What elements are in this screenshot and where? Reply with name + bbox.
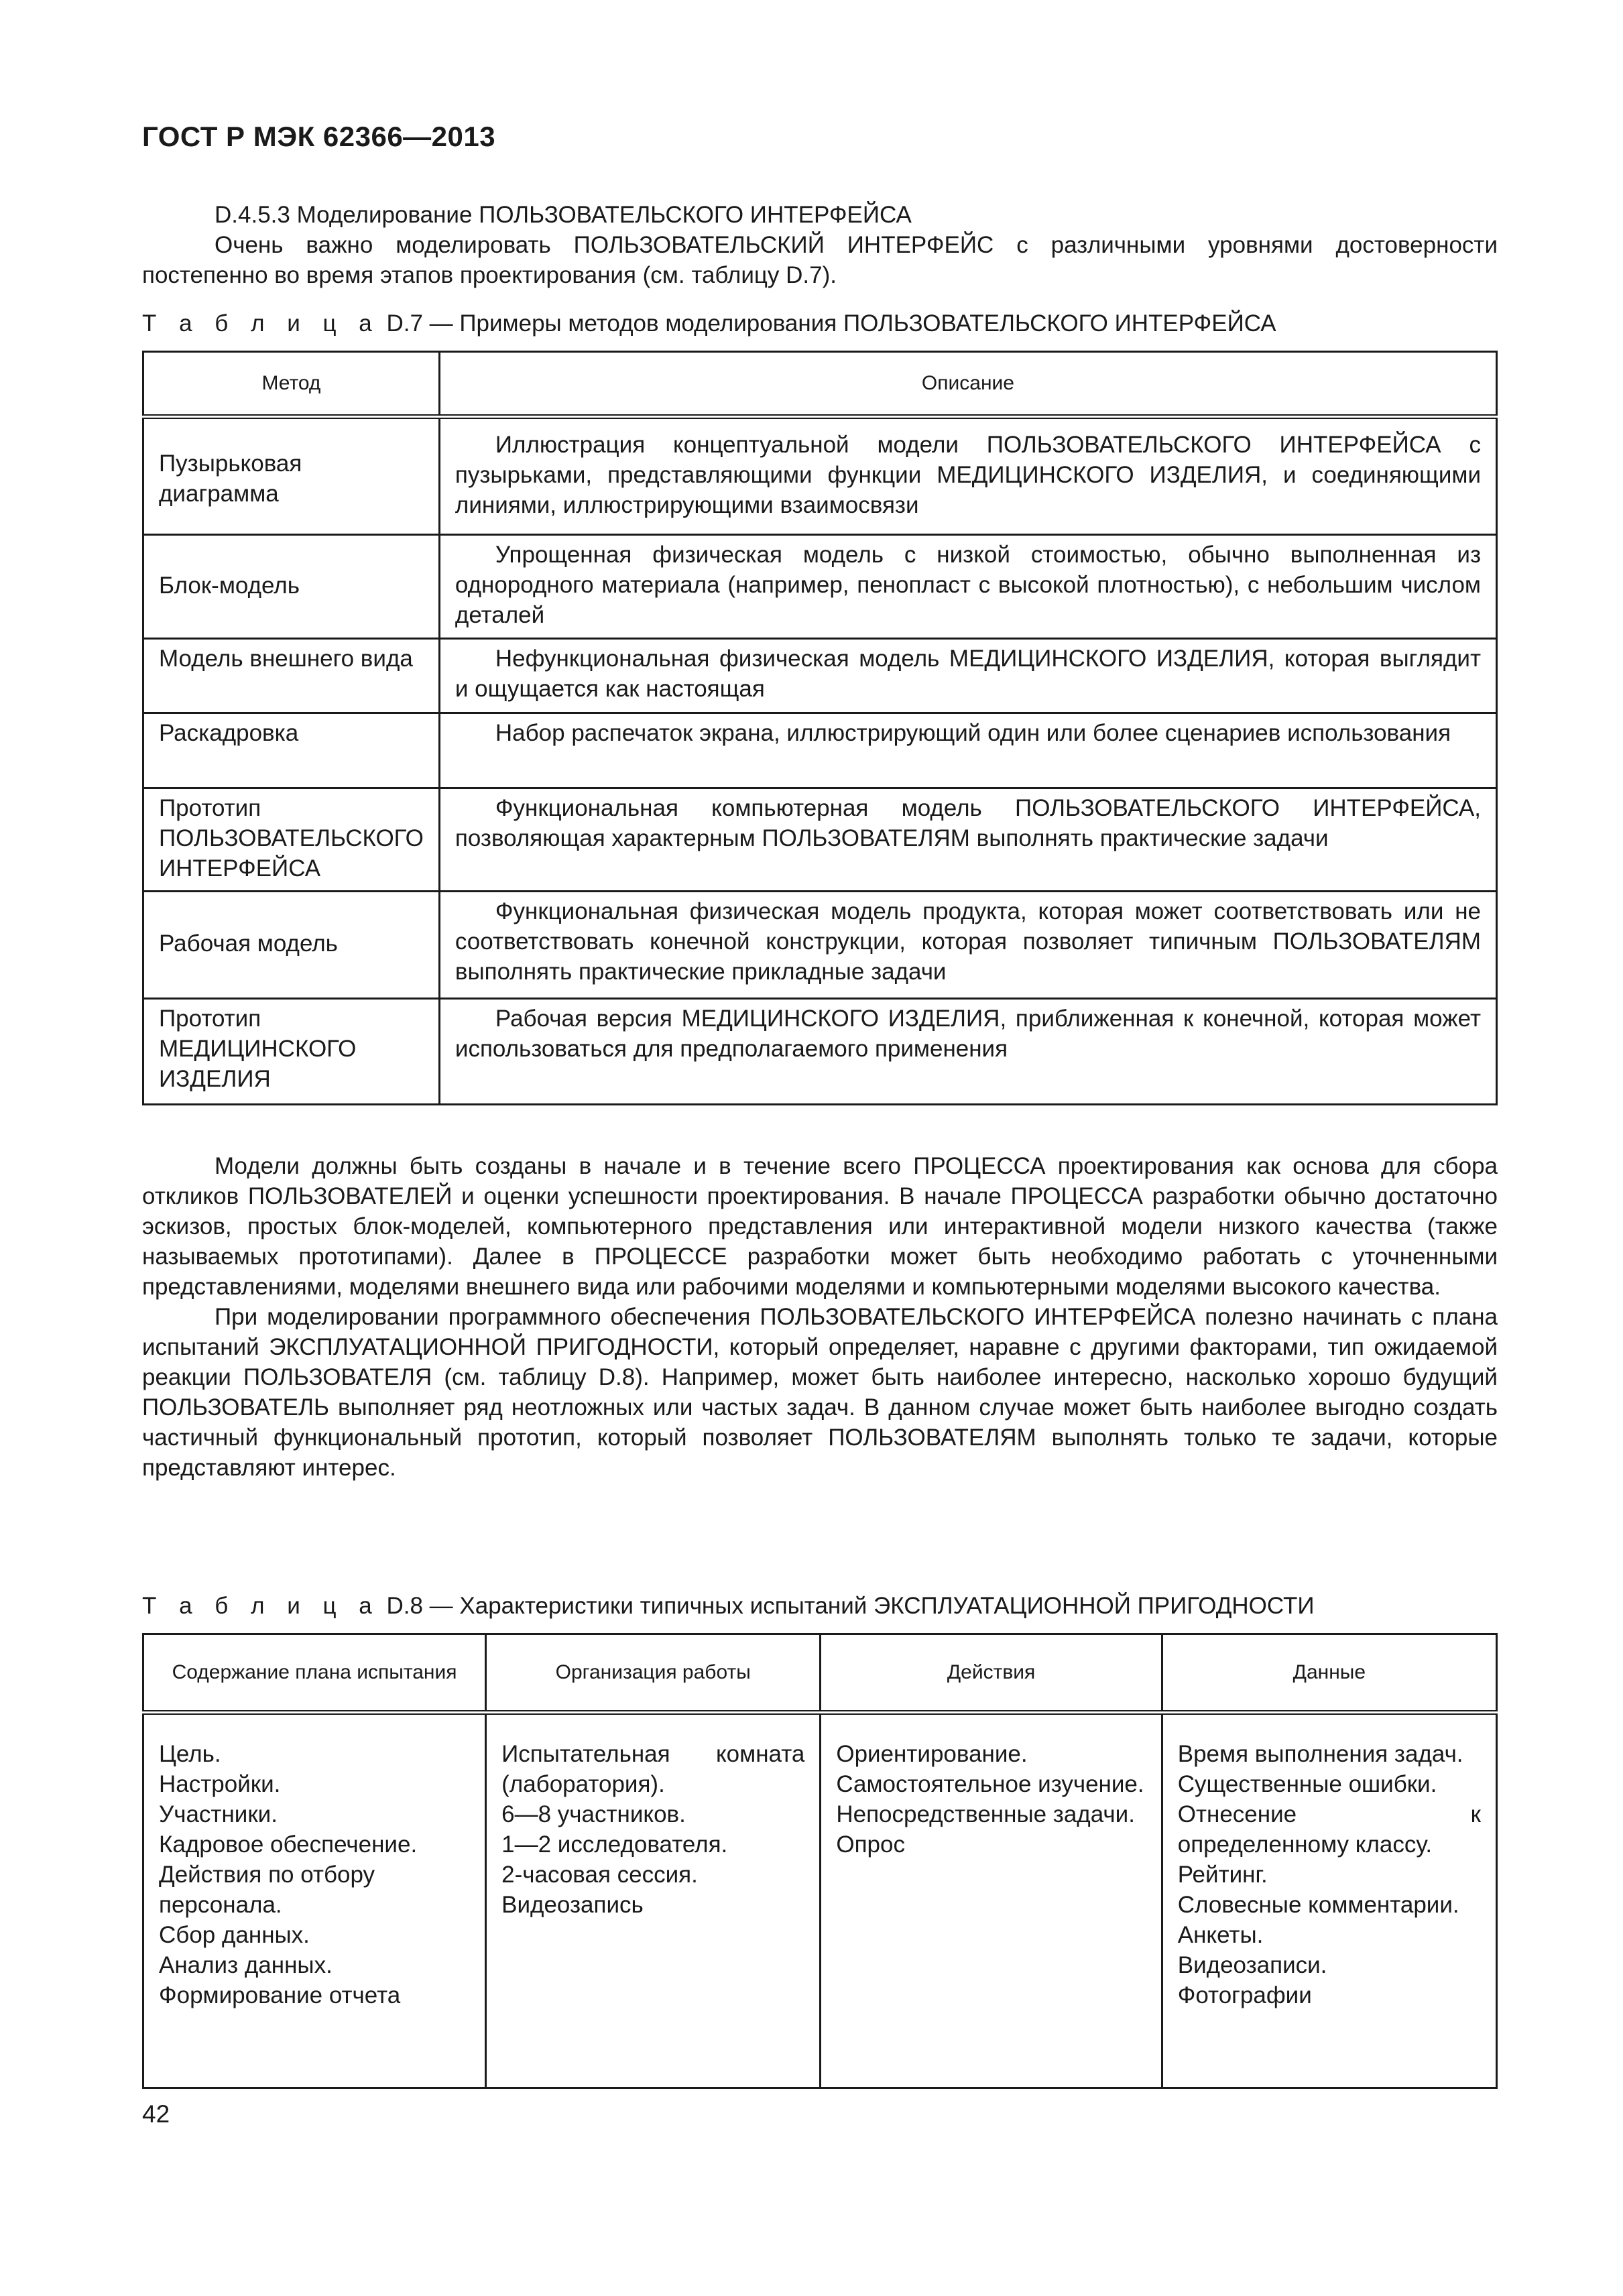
list-item: Время выполнения задач. [1177, 1741, 1463, 1767]
table-d7-method-cell: Прототип ПОЛЬЗОВАТЕЛЬСКОГО ИНТЕРФЕЙСА [143, 788, 440, 892]
document-header: ГОСТ Р МЭК 62366—2013 [142, 121, 496, 152]
list-item: Непосредственные задачи. [836, 1801, 1135, 1827]
table-d8-data-cell [1162, 1713, 1496, 2088]
intro-line-1: Очень важно моделировать ПОЛЬЗОВАТЕЛЬСКИЙ ИНТЕРФЕЙС с различными уровнями достоверности [215, 232, 1498, 258]
page-number: 42 [142, 2100, 170, 2128]
list-item: Анкеты. [1177, 1922, 1264, 1948]
list-item: Словесные комментарии. [1177, 1892, 1459, 1918]
table-d8-caption-text: D.8 — Характеристики типичных испытаний ЭКСПЛУАТАЦИОННОЙ ПРИГОДНОСТИ [386, 1593, 1315, 1619]
list-item: Формирование отчета [159, 1982, 401, 2008]
table-d8-actions-cell [821, 1713, 1162, 2088]
table-d8-header-row [143, 1634, 1497, 1713]
list-item: Отнесение к определенному классу. [1177, 1801, 1481, 1858]
list-item: Цель. [159, 1741, 221, 1767]
table-row [143, 639, 1497, 713]
table-d7-description-cell: Функциональная физическая модель продукта, которая может соответствовать или не соответствовать конечной конструкции, которая позволяет типичным ПОЛЬЗОВАТЕЛЯМ выполнять практические прикладные задачи [439, 892, 1496, 999]
table-row [143, 1713, 1497, 2088]
table-row [143, 788, 1497, 892]
table-d7-description-cell: Набор распечаток экрана, иллюстрирующий один или более сценариев использования [439, 713, 1496, 788]
table-d8-organization-cell [486, 1713, 821, 2088]
list-item: Ориентирование. [836, 1741, 1028, 1767]
list-item: Видеозаписи. [1177, 1952, 1327, 1978]
list-item: Испытательная комната (лаборатория). [501, 1741, 805, 1797]
list-item: Самостоятельное изучение. [836, 1771, 1144, 1797]
table-d8-header-data: Данные [1162, 1634, 1496, 1713]
list-item: Кадровое обеспечение. [159, 1831, 418, 1858]
list-item: 2-часовая сессия. [501, 1862, 698, 1888]
table-d8 [142, 1633, 1498, 2089]
table-d7-caption-text: D.7 — Примеры методов моделирования ПОЛЬЗОВАТЕЛЬСКОГО ИНТЕРФЕЙСА [386, 310, 1276, 337]
table-d7-method-cell: Рабочая модель [143, 892, 440, 999]
table-d7-method-cell: Прототип МЕДИЦИНСКОГО ИЗДЕЛИЯ [143, 999, 440, 1105]
table-row [143, 713, 1497, 788]
table-row [143, 892, 1497, 999]
table-d7-description-cell: Рабочая версия МЕДИЦИНСКОГО ИЗДЕЛИЯ, приближенная к конечной, которая может использоваться для предполагаемого применения [439, 999, 1496, 1105]
intro-line-2: постепенно во время этапов проектирования (см. таблицу D.7). [142, 262, 837, 288]
body-paragraph-2: При моделировании программного обеспечения ПОЛЬЗОВАТЕЛЬСКОГО ИНТЕРФЕЙСА полезно начинать с плана испытаний ЭКСПЛУАТАЦИОННОЙ ПРИГОДНОСТИ, который определяет, наравне с другими факторами, тип ожидаемой реакции ПОЛЬЗОВАТЕЛЯ (см. таблицу D.8). Например, может быть наиболее интересно, насколько хорошо будущий ПОЛЬЗОВАТЕЛЬ выполняет ряд неотложных или частых задач. В данном случае может быть наиболее выгодно создать частичный функциональный прототип, который позволяет ПОЛЬЗОВАТЕЛЯМ выполнять только те задачи, которые представляют интерес. [142, 1304, 1498, 1481]
list-item: Настройки. [159, 1771, 281, 1797]
table-d8-header-plan: Содержание плана испытания [143, 1634, 486, 1713]
table-d8-header-organization: Организация работы [486, 1634, 821, 1713]
table-row [143, 999, 1497, 1105]
table-row [143, 417, 1497, 535]
list-item: Участники. [159, 1801, 278, 1827]
section-heading: D.4.5.3 Моделирование ПОЛЬЗОВАТЕЛЬСКОГО ИНТЕРФЕЙСА [215, 202, 912, 228]
list-item: Видеозапись [501, 1892, 644, 1918]
table-d7-caption-prefix: Т а б л и ц а [142, 310, 380, 337]
list-item: Существенные ошибки. [1177, 1771, 1437, 1797]
table-d7-method-cell: Блок-модель [143, 535, 440, 639]
table-d7-method-cell: Пузырьковая диаграмма [143, 417, 440, 535]
table-d7-method-cell: Раскадровка [143, 713, 440, 788]
list-item: Анализ данных. [159, 1952, 333, 1978]
table-d7-header-method: Метод [143, 352, 440, 417]
list-item: Опрос [836, 1831, 905, 1858]
list-item: 1—2 исследователя. [501, 1831, 728, 1858]
intro-paragraph [142, 230, 1498, 290]
table-d7-caption [142, 308, 1276, 339]
table-d7 [142, 351, 1498, 1105]
table-d7-description-cell: Иллюстрация концептуальной модели ПОЛЬЗОВАТЕЛЬСКОГО ИНТЕРФЕЙСА с пузырьками, представляющими функции МЕДИЦИНСКОГО ИЗДЕЛИЯ, и соединяющими линиями, иллюстрирующими взаимосвязи [439, 417, 1496, 535]
table-d7-description-cell: Функциональная компьютерная модель ПОЛЬЗОВАТЕЛЬСКОГО ИНТЕРФЕЙСА, позволяющая характерным ПОЛЬЗОВАТЕЛЯМ выполнять практические задачи [439, 788, 1496, 892]
table-d7-description-cell: Упрощенная физическая модель с низкой стоимостью, обычно выполненная из однородного материала (например, пенопласт с высокой плотностью), с небольшим числом деталей [439, 535, 1496, 639]
body-paragraph-1: Модели должны быть созданы в начале и в течение всего ПРОЦЕССА проектирования как основа для сбора откликов ПОЛЬЗОВАТЕЛЕЙ и оценки успешности проектирования. В начале ПРОЦЕССА разработки обычно достаточно эскизов, простых блок-моделей, компьютерного представления или интерактивной модели низкого качества (также называемых прототипами). Далее в ПРОЦЕССЕ разработки может быть необходимо работать с уточненными представлениями, моделями внешнего вида или рабочими моделями и компьютерными моделями высокого качества. [142, 1153, 1498, 1300]
list-item: Фотографии [1177, 1982, 1312, 2008]
table-d7-description-cell: Нефункциональная физическая модель МЕДИЦИНСКОГО ИЗДЕЛИЯ, которая выглядит и ощущается как настоящая [439, 639, 1496, 713]
body-paragraphs [142, 1151, 1498, 1483]
list-item: Действия по отбору персонала. [159, 1862, 375, 1918]
table-d8-header-actions: Действия [821, 1634, 1162, 1713]
list-item: Рейтинг. [1177, 1862, 1268, 1888]
table-d7-method-cell: Модель внешнего вида [143, 639, 440, 713]
list-item: Сбор данных. [159, 1922, 310, 1948]
list-item: 6—8 участников. [501, 1801, 686, 1827]
table-d8-plan-cell [143, 1713, 486, 2088]
table-d7-header-description: Описание [439, 352, 1496, 417]
table-d7-header-row [143, 352, 1497, 417]
table-d8-caption [142, 1591, 1315, 1621]
table-row [143, 535, 1497, 639]
table-d8-caption-prefix: Т а б л и ц а [142, 1593, 380, 1619]
